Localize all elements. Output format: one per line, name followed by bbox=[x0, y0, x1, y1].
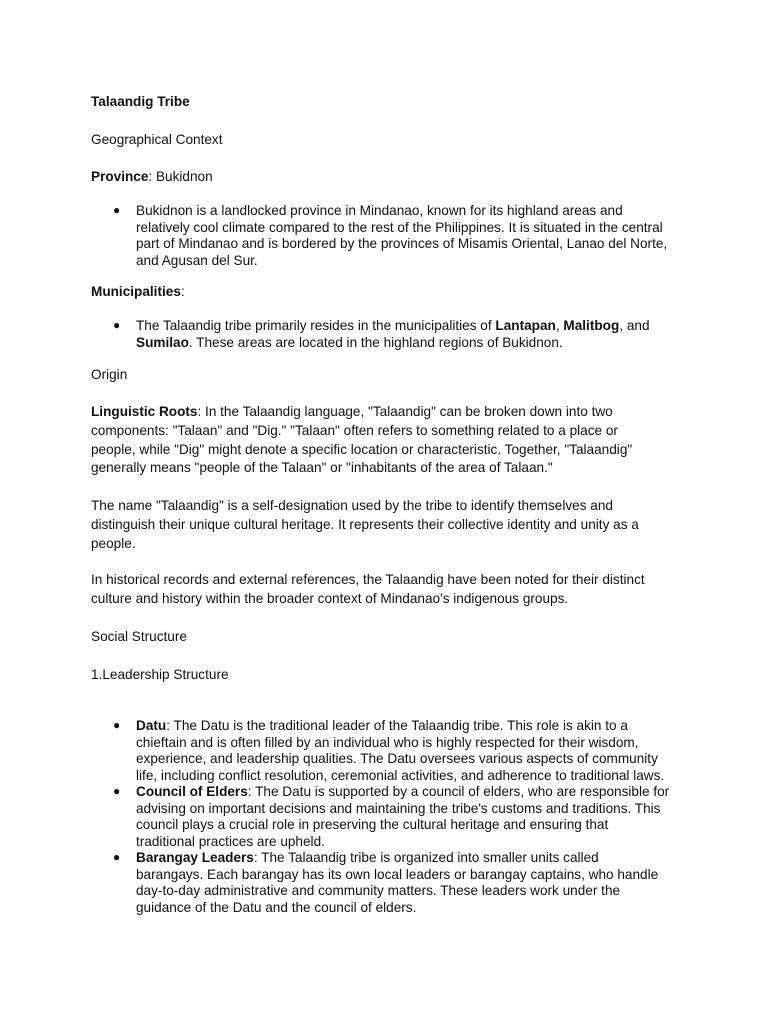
leadership-structure-heading: 1.Leadership Structure bbox=[91, 667, 229, 682]
bullet-icon: ● bbox=[113, 850, 121, 864]
bullet-icon: ● bbox=[113, 318, 121, 332]
barangay-label: Barangay Leaders bbox=[136, 850, 254, 865]
municipalities-line: Municipalities: bbox=[91, 284, 185, 299]
origin-heading: Origin bbox=[91, 367, 128, 382]
historical-paragraph: In historical records and external references, the Talaandig have been noted for their distinct culture and history within the broader context of Mindanao's indigenous groups. bbox=[91, 572, 645, 606]
province-bullet-text: Bukidnon is a landlocked province in Mindanao, known for its highland areas and relatively cool climate compared to the rest of the Philippines. It is situated in the central part of Mindanao and is bordered by the provinces of Misamis Oriental, Lanao del Norte, and Agusan del Sur. bbox=[136, 203, 668, 268]
name-paragraph: The name "Talaandig" is a self-designation used by the tribe to identify themselves and distinguish their unique cultural heritage. It represents their collective identity and unity as a people. bbox=[91, 498, 639, 551]
linguistic-roots-paragraph: Linguistic Roots: In the Talaandig language, "Talaandig" can be broken down into two components: "Talaan" and "Dig." "Talaan" often refers to something related to a place or people, while "Dig" might denote a specific location or characteristic. Together, "Talaandig" generally means "people of the Talaan" or "inhabitants of the area of Talaan." bbox=[91, 404, 633, 476]
geographical-context-heading: Geographical Context bbox=[91, 132, 223, 147]
province-line: Province: Bukidnon bbox=[91, 169, 213, 184]
social-structure-heading: Social Structure bbox=[91, 629, 187, 644]
linguistic-roots-label: Linguistic Roots bbox=[91, 404, 198, 419]
municipalities-bullet-text: The Talaandig tribe primarily resides in the municipalities of Lantapan, Malitbog, and Sumilao. These areas are located in the highland regions of Bukidnon. bbox=[136, 318, 650, 350]
datu-bullet-text: Datu: The Datu is the traditional leader of the Talaandig tribe. This role is akin to a chieftain and is often filled by an individual who is highly respected for their wisdom, experience, and leadership qualities. The Datu oversees various aspects of community life, including conflict resolution, ceremonial activities, and adherence to traditional laws. bbox=[136, 718, 665, 783]
barangay-bullet-text: Barangay Leaders: The Talaandig tribe is organized into smaller units called barangays. Each barangay has its own local leaders or barangay captains, who handle day-to-day administrative and community matters. These leaders work under the guidance of the Datu and the council of elders. bbox=[136, 850, 659, 915]
council-bullet-text: Council of Elders: The Datu is supported by a council of elders, who are responsible for advising on important decisions and maintaining the tribe's customs and traditions. This council plays a crucial role in preserving the cultural heritage and ensuring that traditional practices are upheld. bbox=[136, 784, 670, 849]
bullet-icon: ● bbox=[113, 203, 121, 217]
province-value: Bukidnon bbox=[155, 169, 213, 184]
council-label: Council of Elders bbox=[136, 784, 248, 799]
municipalities-label: Municipalities bbox=[91, 284, 181, 299]
province-label: Province bbox=[91, 169, 149, 184]
bullet-icon: ● bbox=[113, 784, 121, 798]
document-title: Talaandig Tribe bbox=[91, 94, 190, 109]
bullet-icon: ● bbox=[113, 718, 121, 732]
datu-label: Datu bbox=[136, 718, 167, 733]
